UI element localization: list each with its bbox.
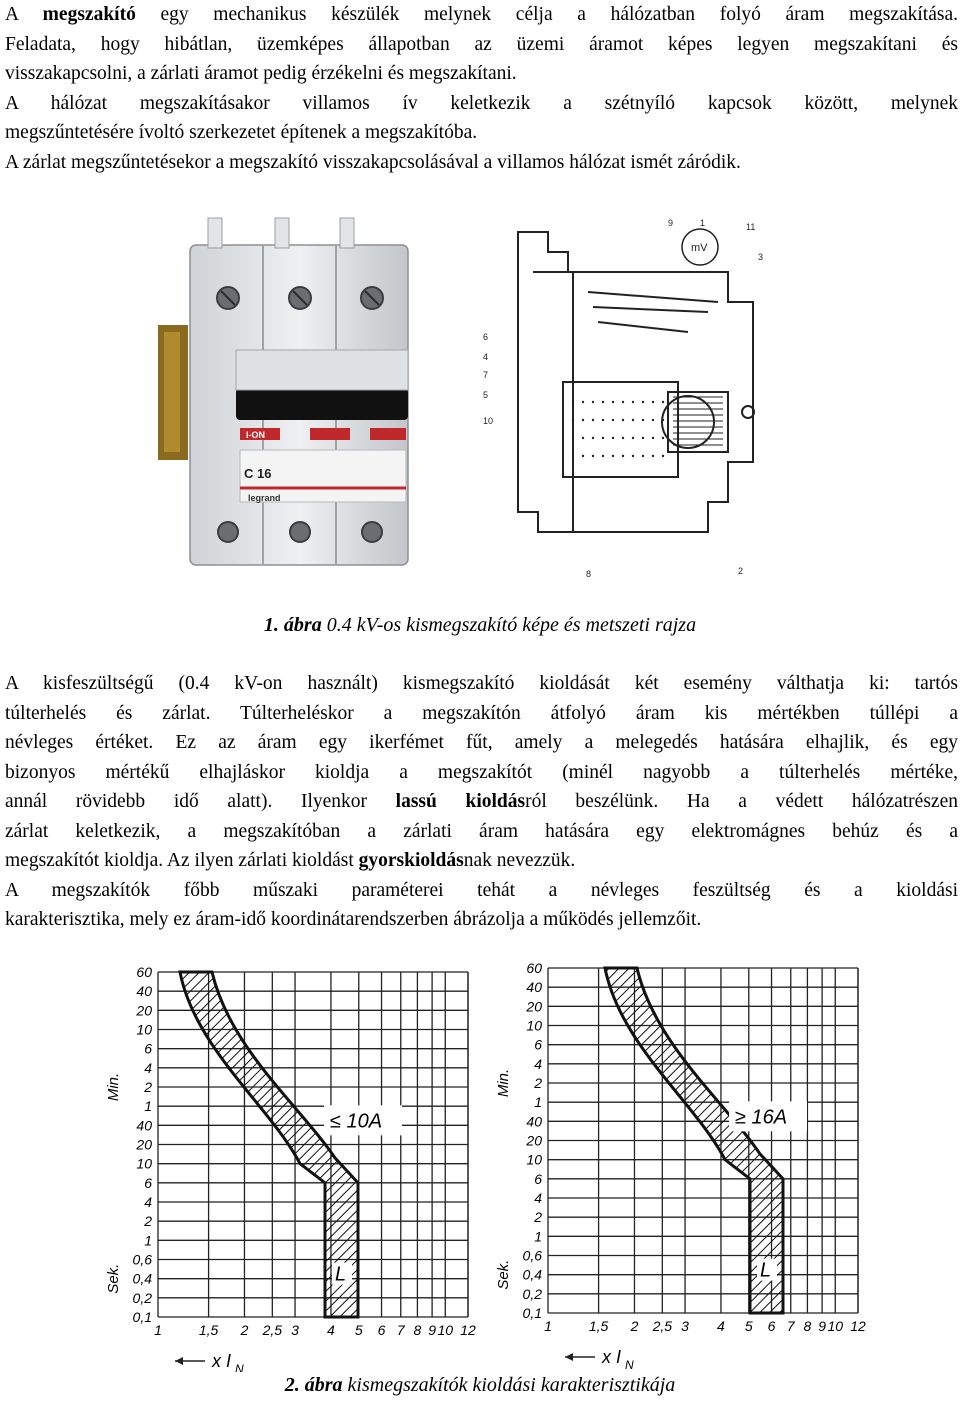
y-tick-label: 2 bbox=[144, 1213, 152, 1230]
y-tick-label: 40 bbox=[526, 979, 542, 996]
region-label: L bbox=[335, 1263, 347, 1286]
y-unit-seconds: Sek. bbox=[105, 1263, 122, 1294]
y-tick-label: 40 bbox=[526, 1113, 542, 1130]
diagram-label-6: 6 bbox=[483, 332, 489, 342]
body-line-6: zárlat keletkezik, a megszakítóban a zárlati áram hatására egy elektromágnes behúz és a bbox=[5, 820, 958, 842]
y-tick-label: 40 bbox=[136, 983, 152, 1000]
body-paragraph bbox=[5, 669, 958, 935]
y-tick-label: 0,4 bbox=[522, 1266, 542, 1283]
x-tick-label: 5 bbox=[744, 1318, 753, 1334]
trip-curve-chart-left bbox=[100, 962, 480, 1372]
body-line-7: megszakítót kioldja. Az ilyen zárlati kioldást gyorskioldásnak nevezzük. bbox=[5, 850, 576, 871]
body-line-8: A megszakítók főbb műszaki paraméterei tehát a névleges feszültség és a kioldási bbox=[5, 879, 958, 901]
x-tick-label: 9 bbox=[818, 1318, 827, 1334]
y-unit-minutes: Min. bbox=[105, 1072, 122, 1102]
y-tick-label: 0,2 bbox=[132, 1289, 152, 1306]
breaker-photo bbox=[150, 210, 420, 580]
diagram-label-9: 9 bbox=[668, 218, 674, 228]
x-tick-label: 7 bbox=[786, 1318, 795, 1334]
intro-paragraph bbox=[5, 0, 958, 177]
y-tick-label: 6 bbox=[144, 1174, 152, 1191]
body-line-4: bizonyos mértékű elhajláskor kioldja a megszakítót (minél nagyobb a túlterhelés mértéke, bbox=[5, 761, 958, 783]
term-gyorskioldas: gyorskioldás bbox=[358, 850, 464, 871]
x-tick-label: 3 bbox=[291, 1322, 299, 1338]
intro-line-4: A hálózat megszakításakor villamos ív keletkezik a szétnyíló kapcsok között, melynek bbox=[5, 92, 958, 114]
diagram-label-4: 4 bbox=[483, 352, 489, 362]
ion-label: I-ON bbox=[246, 430, 265, 440]
y-tick-label: 1 bbox=[144, 1232, 152, 1249]
term-lassu-kioldas: lassú kioldás bbox=[395, 791, 526, 812]
intro-line-3: visszakapcsolni, a zárlati áramot pedig érzékelni és megszakítani. bbox=[5, 63, 517, 84]
y-tick-label: 20 bbox=[136, 1136, 152, 1153]
y-tick-label: 0,4 bbox=[132, 1270, 152, 1287]
diagram-label-5: 5 bbox=[483, 390, 489, 400]
current-rating-annotation: ≥ 16A bbox=[735, 1106, 788, 1129]
diagram-label-3: 3 bbox=[758, 252, 764, 262]
y-tick-label: 10 bbox=[526, 1151, 542, 1168]
x-tick-label: 4 bbox=[717, 1318, 725, 1334]
trip-curve-chart-right bbox=[490, 958, 870, 1372]
x-tick-label: 9 bbox=[428, 1322, 437, 1338]
x-axis-label-sub: N bbox=[235, 1362, 244, 1372]
figure1-caption: 1. ábra 0.4 kV-os kismegszakító képe és metszeti rajza bbox=[263, 614, 697, 636]
y-unit-seconds: Sek. bbox=[495, 1259, 512, 1290]
x-tick-label: 7 bbox=[396, 1322, 405, 1338]
y-tick-label: 10 bbox=[136, 1155, 152, 1172]
x-tick-label: 1 bbox=[154, 1322, 162, 1338]
y-tick-label: 1 bbox=[534, 1094, 542, 1111]
y-tick-label: 1 bbox=[144, 1098, 152, 1115]
y-tick-label: 6 bbox=[144, 1040, 152, 1057]
term-megszakito: megszakító bbox=[42, 4, 136, 25]
x-axis-label: x I bbox=[212, 1351, 232, 1371]
intro-line-6: A zárlat megszűntetésekor a megszakító visszakapcsolásával a villamos hálózat ismét záródik. bbox=[5, 151, 741, 173]
x-axis-label: x I bbox=[602, 1347, 622, 1367]
y-tick-label: 0,6 bbox=[522, 1247, 542, 1264]
y-tick-label: 4 bbox=[534, 1190, 542, 1206]
y-tick-label: 0,6 bbox=[132, 1251, 152, 1268]
intro-line-2: Feladata, hogy hibátlan, üzemképes állapotban az üzemi áramot képes legyen megszakítani és bbox=[5, 33, 958, 55]
y-tick-label: 0,1 bbox=[522, 1305, 542, 1321]
intro-line-1: A megszakító egy mechanikus készülék melynek célja a hálózatban folyó áram megszakítása. bbox=[5, 4, 958, 25]
y-tick-label: 20 bbox=[136, 1002, 152, 1019]
y-tick-label: 60 bbox=[136, 964, 152, 980]
body-line-1: A kisfeszültségű (0.4 kV-on használt) kismegszakító kioldását két esemény válthatja ki: tartós bbox=[5, 673, 958, 694]
y-tick-label: 2 bbox=[534, 1209, 542, 1226]
diagram-label-mv: mV bbox=[691, 242, 708, 254]
brand-label: legrand bbox=[248, 493, 281, 503]
x-tick-label: 6 bbox=[767, 1318, 776, 1334]
x-tick-label: 12 bbox=[460, 1322, 476, 1338]
y-tick-label: 0,1 bbox=[132, 1309, 152, 1325]
figure2-caption: 2. ábra kismegszakítók kioldási karakterisztikája bbox=[284, 1374, 676, 1396]
body-line-3: névleges értéket. Ez az áram egy ikerfémet fűt, amely a melegedés hatására elhajlik, és egy bbox=[5, 732, 958, 753]
y-tick-label: 4 bbox=[144, 1059, 152, 1076]
y-tick-label: 10 bbox=[526, 1017, 542, 1034]
y-tick-label: 1 bbox=[534, 1228, 542, 1245]
diagram-label-2: 2 bbox=[738, 566, 744, 576]
region-label: L bbox=[760, 1259, 772, 1282]
diagram-label-1: 1 bbox=[700, 218, 706, 228]
x-tick-label: 1,5 bbox=[588, 1318, 609, 1334]
chart-grid bbox=[548, 968, 858, 1313]
y-tick-label: 2 bbox=[144, 1079, 152, 1095]
y-tick-label: 6 bbox=[534, 1170, 542, 1187]
switch-handle bbox=[236, 388, 408, 420]
x-tick-label: 8 bbox=[413, 1322, 422, 1338]
x-axis-label-sub: N bbox=[625, 1358, 634, 1372]
x-tick-label: 2,5 bbox=[262, 1322, 283, 1338]
x-tick-label: 10 bbox=[437, 1322, 454, 1338]
x-tick-label: 12 bbox=[850, 1318, 866, 1334]
diagram-label-7: 7 bbox=[483, 370, 489, 380]
diagram-label-8: 8 bbox=[586, 569, 592, 579]
x-tick-label: 1,5 bbox=[198, 1322, 219, 1338]
y-tick-label: 6 bbox=[534, 1036, 542, 1053]
x-tick-label: 5 bbox=[354, 1322, 363, 1338]
y-tick-label: 20 bbox=[526, 998, 542, 1015]
x-tick-label: 6 bbox=[377, 1322, 386, 1338]
y-tick-label: 4 bbox=[144, 1194, 152, 1210]
x-tick-label: 10 bbox=[827, 1318, 844, 1334]
breaker-cross-section bbox=[478, 212, 778, 582]
x-tick-label: 2 bbox=[630, 1318, 639, 1334]
x-tick-label: 2,5 bbox=[652, 1318, 673, 1334]
body-line-9: karakterisztika, mely ez áram-idő koordinátarendszerben ábrázolja a működés jellemzőit. bbox=[5, 909, 702, 930]
y-tick-label: 2 bbox=[534, 1075, 542, 1091]
diagram-label-10: 10 bbox=[483, 416, 494, 426]
y-tick-label: 0,2 bbox=[522, 1285, 542, 1302]
intro-line-5: megszűntetésére ívoltó szerkezetet építenek a megszakítóba. bbox=[5, 122, 478, 143]
x-tick-label: 2 bbox=[240, 1322, 249, 1338]
y-tick-label: 20 bbox=[526, 1132, 542, 1149]
y-unit-minutes: Min. bbox=[495, 1068, 512, 1098]
x-tick-label: 1 bbox=[544, 1318, 552, 1334]
y-tick-label: 60 bbox=[526, 960, 542, 976]
x-tick-label: 3 bbox=[681, 1318, 689, 1334]
body-line-2: túlterhelés és zárlat. Túlterheléskor a megszakítón átfolyó áram kis mértékben túllépi a bbox=[5, 702, 958, 724]
diagram-label-11: 11 bbox=[746, 222, 756, 232]
x-tick-label: 8 bbox=[803, 1318, 812, 1334]
y-tick-label: 10 bbox=[136, 1021, 152, 1038]
rating-label: C 16 bbox=[244, 466, 272, 481]
body-line-5: annál rövidebb idő alatt). Ilyenkor lassú kioldásról beszélünk. Ha a védett hálózatrészen bbox=[5, 791, 958, 812]
y-tick-label: 4 bbox=[534, 1055, 542, 1072]
current-rating-annotation: ≤ 10A bbox=[330, 1110, 383, 1133]
x-tick-label: 4 bbox=[327, 1322, 335, 1338]
y-tick-label: 40 bbox=[136, 1117, 152, 1134]
